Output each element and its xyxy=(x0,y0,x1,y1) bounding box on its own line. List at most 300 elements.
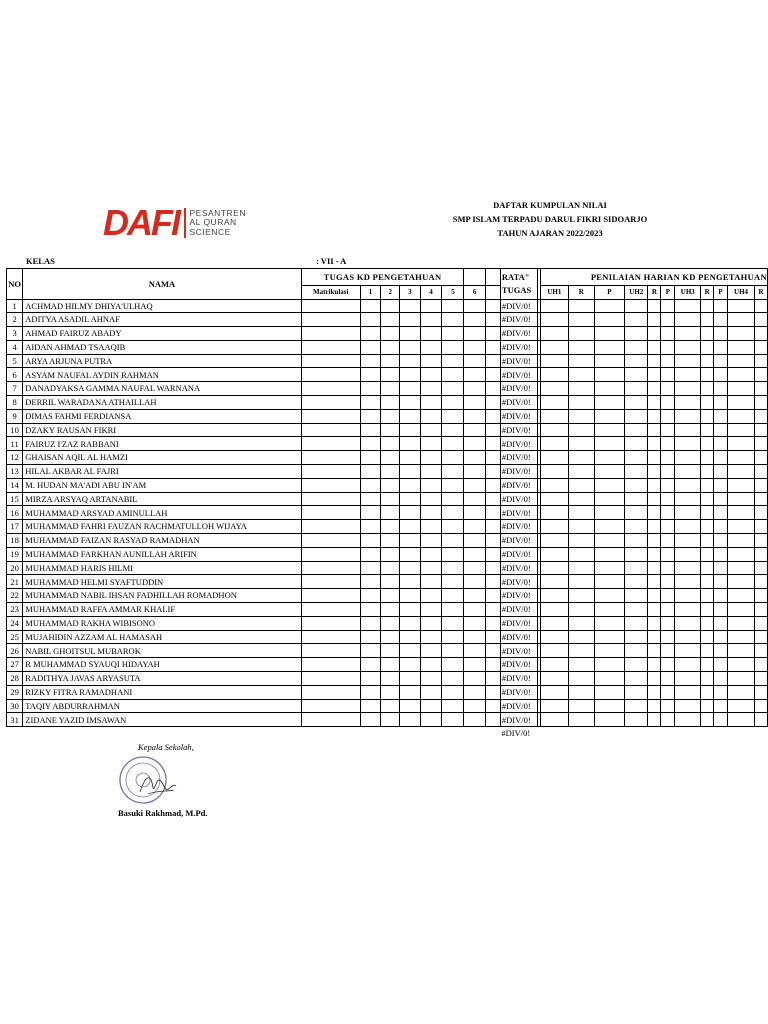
ph-score-cell xyxy=(728,534,755,548)
ph-score-cell xyxy=(675,603,701,617)
tugas-score-cell xyxy=(400,437,420,451)
grade-table xyxy=(6,268,768,740)
ph-score-cell xyxy=(625,685,648,699)
ph-score-cell xyxy=(594,423,624,437)
ph-score-cell xyxy=(661,506,675,520)
student-name: TAQIY ABDURRAHMAN xyxy=(23,699,301,713)
row-number: 16 xyxy=(7,506,23,520)
student-name: DERRIL WARADANA ATHAILLAH xyxy=(23,396,301,410)
tugas-col-header: 4 xyxy=(420,286,442,300)
ph-score-cell xyxy=(594,451,624,465)
tugas-score-cell xyxy=(381,685,400,699)
ph-score-cell xyxy=(540,658,568,672)
ph-score-cell xyxy=(661,299,675,313)
tugas-score-cell xyxy=(442,713,464,727)
student-row xyxy=(7,354,768,368)
tugas-score-cell xyxy=(400,423,420,437)
ph-score-cell xyxy=(594,340,624,354)
tugas-score-cell xyxy=(464,506,485,520)
rata-tugas-total: #DIV/0! xyxy=(501,728,531,739)
tugas-score-cell xyxy=(301,685,360,699)
ph-score-cell xyxy=(661,368,675,382)
tugas-score-cell xyxy=(400,409,420,423)
tugas-score-cell xyxy=(464,630,485,644)
tugas-score-cell xyxy=(420,658,442,672)
student-name: DZAKY RAUSAN FIKRI xyxy=(23,423,301,437)
student-row xyxy=(7,630,768,644)
student-name: MUHAMMAD FAIZAN RASYAD RAMADHAN xyxy=(23,534,301,548)
student-row xyxy=(7,396,768,410)
ph-score-cell xyxy=(568,313,594,327)
ph-score-cell xyxy=(661,478,675,492)
student-name: MUHAMMAD RAFFA AMMAR KHALIF xyxy=(23,603,301,617)
ph-score-cell xyxy=(594,299,624,313)
ph-score-cell xyxy=(661,409,675,423)
ph-score-cell xyxy=(701,672,714,686)
ph-score-cell xyxy=(625,465,648,479)
ph-score-cell xyxy=(568,672,594,686)
heading-year: TAHUN AJARAN 2022/2023 xyxy=(497,228,603,238)
tugas-score-cell xyxy=(381,534,400,548)
student-row xyxy=(7,520,768,534)
tugas-score-cell xyxy=(464,520,485,534)
row-number: 6 xyxy=(7,368,23,382)
tugas-score-cell xyxy=(301,299,360,313)
ph-score-cell xyxy=(714,382,728,396)
ph-score-cell xyxy=(625,299,648,313)
rata-tugas-value: #DIV/0! xyxy=(500,299,537,313)
tugas-score-cell xyxy=(464,340,485,354)
ph-score-cell xyxy=(625,658,648,672)
ph-score-cell xyxy=(625,713,648,727)
tugas-score-cell xyxy=(301,409,360,423)
tugas-score-cell xyxy=(420,382,442,396)
ph-score-cell xyxy=(661,340,675,354)
ph-score-cell xyxy=(728,506,755,520)
student-name: RIZKY FITRA RAMADHANI xyxy=(23,685,301,699)
tugas-score-cell xyxy=(301,672,360,686)
ph-score-cell xyxy=(701,534,714,548)
rata-tugas-value: #DIV/0! xyxy=(500,354,537,368)
ph-score-cell xyxy=(661,561,675,575)
ph-score-cell xyxy=(675,437,701,451)
ph-score-cell xyxy=(540,575,568,589)
ph-score-cell xyxy=(728,644,755,658)
kelas-label: KELAS xyxy=(26,256,55,266)
ph-score-cell xyxy=(701,699,714,713)
tugas-score-cell xyxy=(420,396,442,410)
ph-score-cell xyxy=(675,685,701,699)
ph-score-cell xyxy=(540,465,568,479)
ph-score-cell xyxy=(540,713,568,727)
rata-tugas-value: #DIV/0! xyxy=(500,630,537,644)
ph-score-cell xyxy=(648,354,661,368)
logo-divider xyxy=(184,208,186,238)
row-number: 27 xyxy=(7,658,23,672)
ph-score-cell xyxy=(661,713,675,727)
student-name: MUHAMMAD NABIL IHSAN FADHILLAH ROMADHON xyxy=(23,589,301,603)
tugas-score-cell xyxy=(442,465,464,479)
ph-score-cell xyxy=(540,340,568,354)
tugas-score-cell xyxy=(400,492,420,506)
tugas-score-cell xyxy=(442,589,464,603)
tugas-score-cell xyxy=(464,492,485,506)
ph-score-cell xyxy=(728,340,755,354)
ph-score-cell xyxy=(594,382,624,396)
tugas-score-cell xyxy=(360,409,380,423)
ph-score-cell xyxy=(714,603,728,617)
ph-score-cell xyxy=(675,451,701,465)
ph-score-cell xyxy=(625,616,648,630)
student-name: NABIL GHOITSUL MUBAROK xyxy=(23,644,301,658)
ph-score-cell xyxy=(568,520,594,534)
ph-score-cell xyxy=(625,409,648,423)
ph-score-cell xyxy=(625,589,648,603)
ph-score-cell xyxy=(648,492,661,506)
ph-score-cell xyxy=(540,534,568,548)
tugas-score-cell xyxy=(464,465,485,479)
ph-score-cell xyxy=(714,354,728,368)
spacer-cell xyxy=(485,409,500,423)
tugas-score-cell xyxy=(360,451,380,465)
tugas-score-cell xyxy=(301,396,360,410)
ph-score-cell xyxy=(714,672,728,686)
tugas-score-cell xyxy=(420,437,442,451)
tugas-score-cell xyxy=(420,313,442,327)
ph-score-cell xyxy=(728,616,755,630)
tugas-col-header: 5 xyxy=(442,286,464,300)
ph-score-cell xyxy=(568,547,594,561)
row-number: 3 xyxy=(7,327,23,341)
ph-score-cell xyxy=(728,630,755,644)
row-number: 15 xyxy=(7,492,23,506)
tugas-score-cell xyxy=(400,313,420,327)
ph-score-cell xyxy=(540,506,568,520)
ph-score-cell xyxy=(714,658,728,672)
tugas-score-cell xyxy=(400,396,420,410)
student-row xyxy=(7,589,768,603)
tugas-score-cell xyxy=(301,699,360,713)
tugas-score-cell xyxy=(381,699,400,713)
ph-score-cell xyxy=(755,561,768,575)
ph-score-cell xyxy=(728,327,755,341)
ph-score-cell xyxy=(625,368,648,382)
tugas-score-cell xyxy=(400,354,420,368)
tugas-col-header: 1 xyxy=(360,286,380,300)
ph-score-cell xyxy=(594,561,624,575)
ph-score-cell xyxy=(675,506,701,520)
ph-score-cell xyxy=(648,451,661,465)
tugas-score-cell xyxy=(381,672,400,686)
ph-score-cell xyxy=(675,492,701,506)
logo-mark: DAFI xyxy=(103,202,179,243)
student-row xyxy=(7,616,768,630)
rata-tugas-value: #DIV/0! xyxy=(500,672,537,686)
rata-tugas-value: #DIV/0! xyxy=(500,644,537,658)
tugas-score-cell xyxy=(301,589,360,603)
tugas-col-header: 6 xyxy=(464,286,485,300)
ph-score-cell xyxy=(714,423,728,437)
ph-score-cell xyxy=(648,478,661,492)
ph-score-cell xyxy=(675,465,701,479)
ph-score-cell xyxy=(675,672,701,686)
ph-score-cell xyxy=(568,437,594,451)
tugas-score-cell xyxy=(464,313,485,327)
ph-score-cell xyxy=(540,409,568,423)
row-number: 25 xyxy=(7,630,23,644)
ph-score-cell xyxy=(625,451,648,465)
tugas-score-cell xyxy=(400,644,420,658)
ph-score-cell xyxy=(661,465,675,479)
tugas-score-cell xyxy=(360,616,380,630)
tugas-score-cell xyxy=(301,382,360,396)
ph-score-cell xyxy=(714,713,728,727)
tugas-score-cell xyxy=(464,603,485,617)
tugas-score-cell xyxy=(360,327,380,341)
student-row xyxy=(7,644,768,658)
ph-score-cell xyxy=(755,354,768,368)
heading-school: SMP ISLAM TERPADU DARUL FIKRI SIDOARJO xyxy=(452,214,648,224)
ph-score-cell xyxy=(625,396,648,410)
rata-tugas-value: #DIV/0! xyxy=(500,492,537,506)
ph-score-cell xyxy=(594,368,624,382)
ph-score-cell xyxy=(625,547,648,561)
tugas-score-cell xyxy=(381,713,400,727)
ph-score-cell xyxy=(625,672,648,686)
ph-score-cell xyxy=(675,589,701,603)
ph-score-cell xyxy=(755,368,768,382)
ph-score-cell xyxy=(568,603,594,617)
tugas-score-cell xyxy=(464,478,485,492)
row-number: 13 xyxy=(7,465,23,479)
tugas-score-cell xyxy=(381,658,400,672)
student-row xyxy=(7,547,768,561)
ph-score-cell xyxy=(540,478,568,492)
ph-score-cell xyxy=(661,603,675,617)
tugas-score-cell xyxy=(381,465,400,479)
student-row xyxy=(7,451,768,465)
group-tugas-header: TUGAS KD PENGETAHUAN xyxy=(301,269,464,286)
ph-score-cell xyxy=(728,699,755,713)
ph-score-cell xyxy=(714,547,728,561)
row-number: 12 xyxy=(7,451,23,465)
row-number: 17 xyxy=(7,520,23,534)
tugas-score-cell xyxy=(442,699,464,713)
tugas-score-cell xyxy=(442,382,464,396)
tugas-score-cell xyxy=(301,520,360,534)
tugas-score-cell xyxy=(381,340,400,354)
tugas-score-cell xyxy=(360,396,380,410)
rata-tugas-value: #DIV/0! xyxy=(500,685,537,699)
ph-score-cell xyxy=(594,616,624,630)
ph-score-cell xyxy=(625,603,648,617)
student-name: R MUHAMMAD SYAUQI HIDAYAH xyxy=(23,658,301,672)
ph-score-cell xyxy=(661,630,675,644)
ph-score-cell xyxy=(648,423,661,437)
ph-score-cell xyxy=(755,685,768,699)
ph-col-header: R xyxy=(568,286,594,300)
ph-score-cell xyxy=(568,534,594,548)
row-number: 1 xyxy=(7,299,23,313)
tugas-score-cell xyxy=(420,713,442,727)
ph-score-cell xyxy=(594,465,624,479)
tugas-score-cell xyxy=(442,299,464,313)
tugas-score-cell xyxy=(381,396,400,410)
ph-score-cell xyxy=(625,534,648,548)
ph-score-cell xyxy=(648,327,661,341)
ph-score-cell xyxy=(568,396,594,410)
ph-score-cell xyxy=(755,616,768,630)
ph-score-cell xyxy=(568,685,594,699)
ph-score-cell xyxy=(625,313,648,327)
ph-score-cell xyxy=(714,630,728,644)
ph-score-cell xyxy=(755,409,768,423)
ph-score-cell xyxy=(594,327,624,341)
student-name: MIRZA ARSYAQ ARTANABIL xyxy=(23,492,301,506)
student-row xyxy=(7,423,768,437)
ph-score-cell xyxy=(755,644,768,658)
ph-score-cell xyxy=(661,672,675,686)
ph-score-cell xyxy=(728,451,755,465)
ph-score-cell xyxy=(755,451,768,465)
ph-score-cell xyxy=(661,327,675,341)
tugas-score-cell xyxy=(442,658,464,672)
spacer-cell xyxy=(485,465,500,479)
spacer-cell xyxy=(485,575,500,589)
ph-score-cell xyxy=(714,699,728,713)
tugas-score-cell xyxy=(420,561,442,575)
tugas-score-cell xyxy=(301,340,360,354)
tugas-score-cell xyxy=(381,327,400,341)
student-row xyxy=(7,506,768,520)
tugas-score-cell xyxy=(360,589,380,603)
student-row xyxy=(7,478,768,492)
ph-score-cell xyxy=(661,451,675,465)
ph-score-cell xyxy=(728,492,755,506)
ph-score-cell xyxy=(714,451,728,465)
tugas-score-cell xyxy=(360,699,380,713)
ph-score-cell xyxy=(755,492,768,506)
spacer-cell xyxy=(485,589,500,603)
ph-score-cell xyxy=(648,437,661,451)
tugas-score-cell xyxy=(360,465,380,479)
ph-score-cell xyxy=(728,575,755,589)
header-row-1 xyxy=(7,269,768,286)
ph-score-cell xyxy=(568,354,594,368)
ph-score-cell xyxy=(594,492,624,506)
ph-score-cell xyxy=(728,547,755,561)
tugas-score-cell xyxy=(301,534,360,548)
rata-label-line2: TUGAS xyxy=(501,284,532,295)
tugas-score-cell xyxy=(360,575,380,589)
ph-score-cell xyxy=(728,437,755,451)
ph-score-cell xyxy=(625,354,648,368)
tugas-score-cell xyxy=(360,603,380,617)
tugas-score-cell xyxy=(360,423,380,437)
ph-score-cell xyxy=(675,368,701,382)
ph-score-cell xyxy=(568,616,594,630)
ph-score-cell xyxy=(675,340,701,354)
row-number: 21 xyxy=(7,575,23,589)
student-row xyxy=(7,534,768,548)
tugas-score-cell xyxy=(442,672,464,686)
ph-col-header: R xyxy=(755,286,768,300)
ph-score-cell xyxy=(540,327,568,341)
ph-score-cell xyxy=(661,644,675,658)
student-name: DIMAS FAHMI FERDIANSA xyxy=(23,409,301,423)
ph-score-cell xyxy=(594,409,624,423)
spacer-cell xyxy=(485,603,500,617)
student-row xyxy=(7,561,768,575)
rata-tugas-value: #DIV/0! xyxy=(500,506,537,520)
tugas-score-cell xyxy=(464,561,485,575)
ph-score-cell xyxy=(755,478,768,492)
row-number: 22 xyxy=(7,589,23,603)
ph-score-cell xyxy=(648,589,661,603)
rata-tugas-value: #DIV/0! xyxy=(500,589,537,603)
student-row xyxy=(7,313,768,327)
ph-score-cell xyxy=(701,340,714,354)
row-number: 28 xyxy=(7,672,23,686)
ph-score-cell xyxy=(594,506,624,520)
tugas-score-cell xyxy=(400,616,420,630)
tugas-score-cell xyxy=(442,368,464,382)
ph-score-cell xyxy=(594,672,624,686)
ph-score-cell xyxy=(648,547,661,561)
tugas-score-cell xyxy=(400,630,420,644)
tugas-score-cell xyxy=(381,603,400,617)
ph-score-cell xyxy=(661,382,675,396)
tugas-score-cell xyxy=(420,492,442,506)
row-number: 5 xyxy=(7,354,23,368)
student-row xyxy=(7,713,768,727)
spacer-cell xyxy=(485,327,500,341)
tugas-score-cell xyxy=(464,672,485,686)
logo-line-3: SCIENCE xyxy=(189,226,231,237)
spacer-cell xyxy=(485,561,500,575)
ph-score-cell xyxy=(661,616,675,630)
row-number: 30 xyxy=(7,699,23,713)
tugas-score-cell xyxy=(400,506,420,520)
tugas-score-cell xyxy=(301,368,360,382)
ph-score-cell xyxy=(714,506,728,520)
tugas-score-cell xyxy=(381,506,400,520)
ph-score-cell xyxy=(755,465,768,479)
heading-title: DAFTAR KUMPULAN NILAI xyxy=(493,200,607,210)
ph-score-cell xyxy=(661,685,675,699)
tugas-score-cell xyxy=(420,299,442,313)
col-nama-header: NAMA xyxy=(23,269,301,300)
ph-score-cell xyxy=(701,630,714,644)
logo-line-2: AL QURAN xyxy=(189,217,237,228)
ph-col-header: UH4 xyxy=(728,286,755,300)
tugas-score-cell xyxy=(442,547,464,561)
tugas-score-cell xyxy=(420,520,442,534)
ph-col-header: UH3 xyxy=(675,286,701,300)
ph-score-cell xyxy=(594,699,624,713)
ph-score-cell xyxy=(540,451,568,465)
ph-score-cell xyxy=(755,299,768,313)
ph-score-cell xyxy=(568,327,594,341)
ph-score-cell xyxy=(568,478,594,492)
student-name: ACHMAD HILMY DHIYA'ULHAQ xyxy=(23,299,301,313)
tugas-score-cell xyxy=(360,630,380,644)
tugas-score-cell xyxy=(442,644,464,658)
student-name: MUJAHIDIN AZZAM AL HAMASAH xyxy=(23,630,301,644)
spacer-cell xyxy=(485,478,500,492)
ph-score-cell xyxy=(568,575,594,589)
ph-score-cell xyxy=(648,396,661,410)
